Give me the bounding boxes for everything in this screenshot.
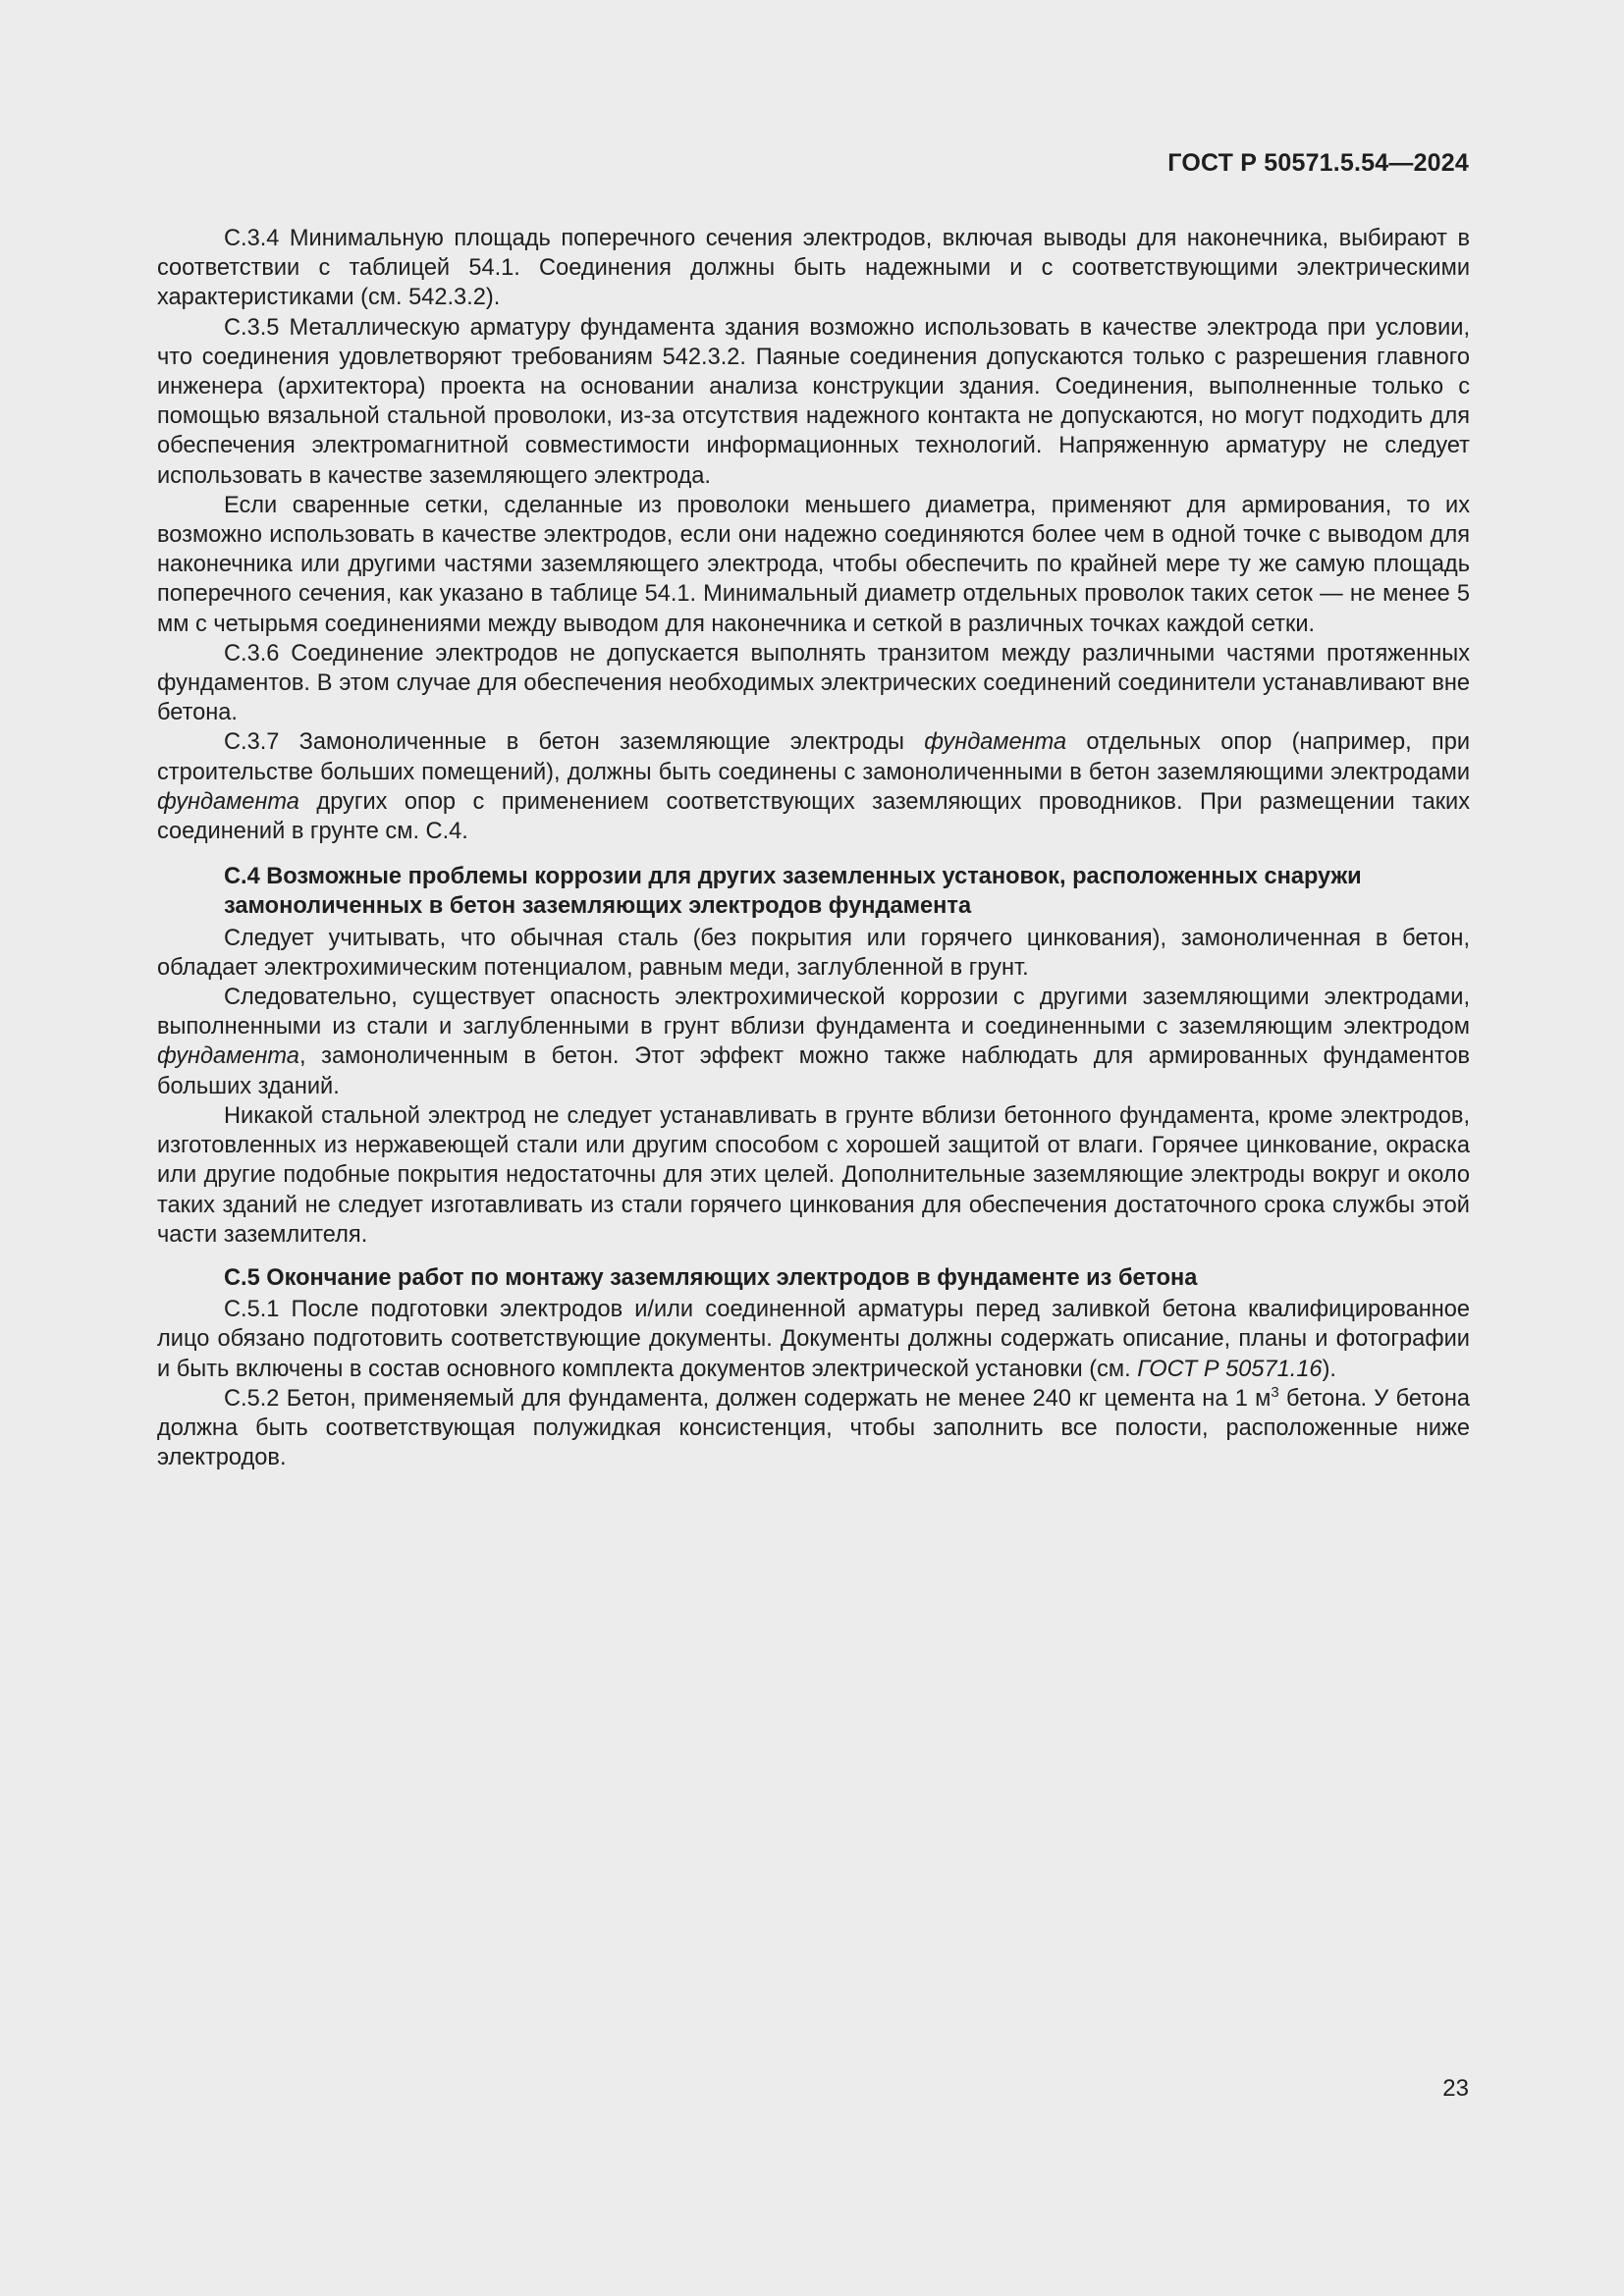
text-run: отдельных опор (например, при строительстве больших помещений), должны быть соединены с замоноличенными в бетон заземляющими электродами [157,729,1471,785]
document-code-header: ГОСТ Р 50571.5.54—2024 [1167,149,1469,177]
term-foundation: фундамента [157,788,299,815]
text-run: бетона. У бетона должна быть соответствующая полужидкая консистенция, чтобы заполнить все полости, расположенные ниже электродов. [157,1385,1470,1471]
text-run: ). [1322,1356,1336,1382]
page-number: 23 [1442,2075,1469,2102]
text-run: других опор с применением соответствующих заземляющих проводников. При размещении таких соединений в грунте см. С.4. [157,788,1470,845]
paragraph-c-5-1 [157,1295,1470,1384]
paragraph-c-3-4: С.3.4 Минимальную площадь поперечного сечения электродов, включая выводы для наконечника, выбирают в соответствии с таблицей 54.1. Соединения должны быть надежными и с соответствующими электрическими характеристиками (см. 542.3.2). [157,226,1470,311]
term-foundation: фундамента [924,729,1067,756]
paragraph-c-4-steel-electrode: Никакой стальной электрод не следует устанавливать в грунте вблизи бетонного фундамента, кроме электродов, изготовленных из нержавеющей стали или другим способом с хорошей защитой от влаги. Горячее цинкование, окраска или другие подобные покрытия недостаточны для этих целей. Дополнительные заземляющие электроды вокруг и около таких зданий не следует изготавливать из стали горячего цинкования для обеспечения достаточного срока службы этой части заземлителя. [157,1102,1470,1248]
paragraph-c-3-5: С.3.5 Металлическую арматуру фундамента здания возможно использовать в качестве электрода при условии, что соединения удовлетворяют требованиям 542.3.2. Паяные соединения допускаются только с разрешения главного инженера (архитектора) проекта на основании анализа конструкции здания. Соединения, выполненные только с помощью вязальной стальной проволоки, из-за отсутствия надежного контакта не допускаются, но могут подходить для обеспечения электромагнитной совместимости информационных технологий. Напряженную арматуру не следует использовать в качестве заземляющего электрода. [157,314,1470,489]
term-foundation: фундамента [157,1043,299,1070]
text-run: С.3.7 Замоноличенные в бетон заземляющие электроды [224,729,925,756]
superscript-cubic: 3 [1271,1383,1279,1401]
text-run: , замоноличенным в бетон. Этот эффект можно также наблюдать для армированных фундаментов больших зданий. [157,1043,1470,1099]
paragraph-c-4-corrosion [157,983,1470,1101]
paragraph-c-4-steel: Следует учитывать, что обычная сталь (без покрытия или горячего цинкования), замоноличенная в бетон, обладает электрохимическим потенциалом, равным меди, заглубленной в грунт. [157,925,1470,981]
section-heading-c-4: С.4 Возможные проблемы коррозии для других заземленных установок, расположенных снаружи замоноличенных в бетон заземляющих электродов фундамента [224,864,1362,920]
text-run: С.5.2 Бетон, применяемый для фундамента, должен содержать не менее 240 кг цемента на 1 м [224,1385,1272,1412]
paragraph-c-3-6: С.3.6 Соединение электродов не допускается выполнять транзитом между различными частями протяженных фундаментов. В этом случае для обеспечения необходимых электрических соединений соединители устанавливают вне бетона. [157,640,1470,726]
text-run: Следовательно, существует опасность электрохимической коррозии с другими заземляющими электродами, выполненными из стали и заглубленными в грунт вблизи фундамента и соединенными с заземляющим электродом [157,985,1470,1041]
paragraph-c-3-5-mesh: Если сваренные сетки, сделанные из проволоки меньшего диаметра, применяют для армирования, то их возможно использовать в качестве электродов, если они надежно соединяются более чем в одной точке с выводом для наконечника или другими частями заземляющего электрода, чтобы обеспечить по крайней мере ту же самую площадь поперечного сечения, как указано в таблице 54.1. Минимальный диаметр отдельных проволок таких сеток — не менее 5 мм с четырьмя соединениями между выводом для наконечника и сеткой в различных точках каждой сетки. [157,492,1470,637]
text-run: С.5.1 После подготовки электродов и/или соединенной арматуры перед заливкой бетона квалифицированное лицо обязано подготовить соответствующие документы. Документы должны содержать описание, планы и фотографии и быть включены в состав основного комплекта документов электрической установки (см. [157,1297,1470,1382]
standard-reference: ГОСТ Р 50571.16 [1137,1356,1323,1382]
paragraph-c-5-2 [157,1384,1470,1473]
document-body [157,224,1470,1472]
paragraph-c-3-7 [157,727,1470,846]
section-heading-c-5: С.5 Окончание работ по монтажу заземляющих электродов в фундаменте из бетона [224,1264,1198,1291]
